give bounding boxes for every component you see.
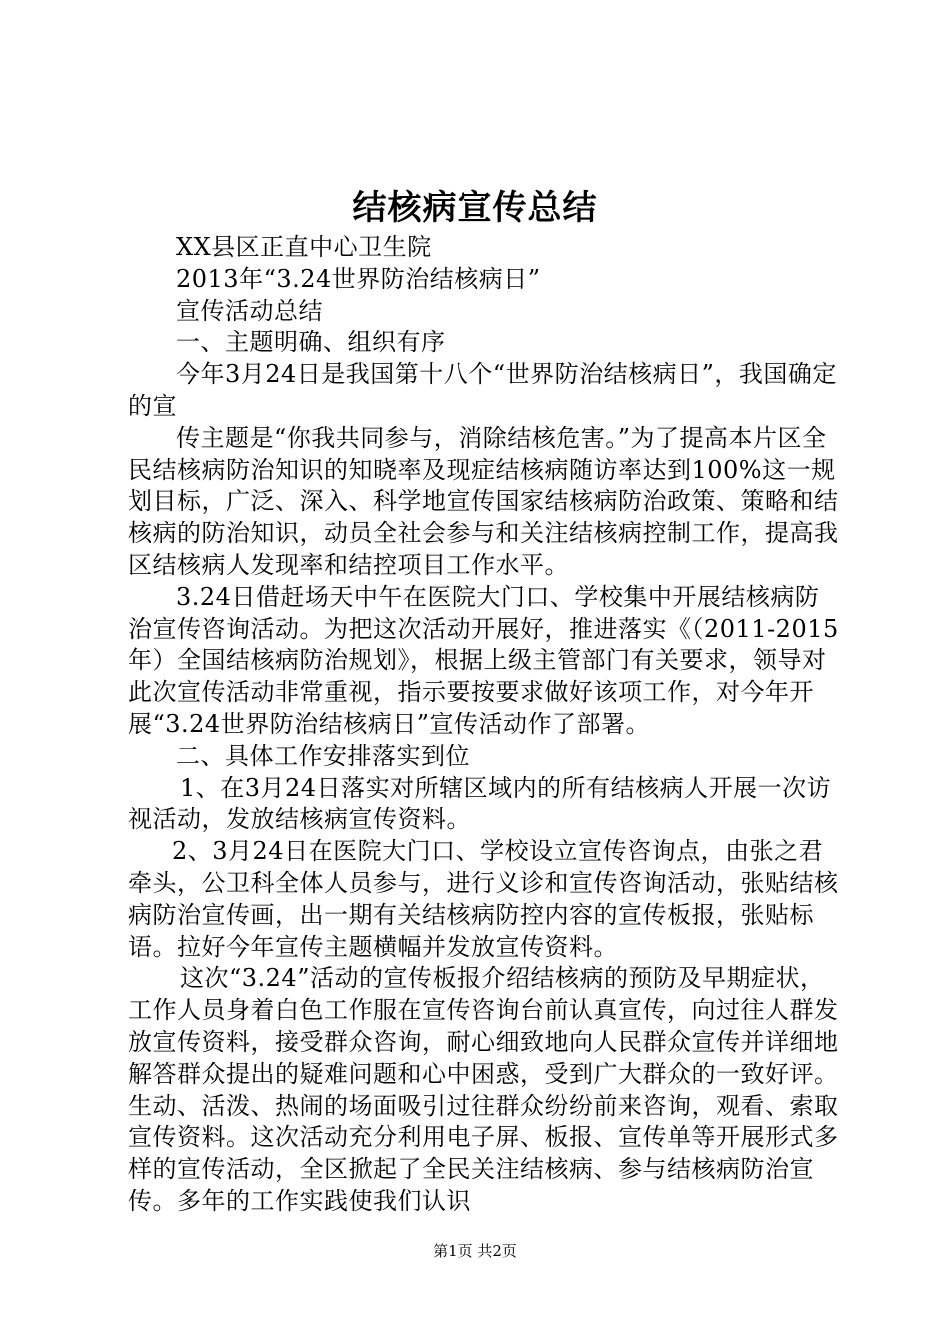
paragraph-6: 这次“3.24”活动的宣传板报介绍结核病的预防及早期症状，工作人员身着白色工作服在宣传咨询台前认真宣传，向过往人群发放宣传资料，接受群众咨询，耐心细致地向人民群众宣传并详细地解答群众提出的疑难问题和心中困惑，受到广大群众的一致好评。生动、活泼、热闹的场面吸引过往群众纷纷前来咨询，观看、索取宣传资料。这次活动充分利用电子屏、板报、宣传单等开展形式多样的宣传活动，全区掀起了全民关注结核病、参与结核病防治宣传。多年的工作实践使我们认识 [128, 964, 839, 1215]
paragraph-1: 今年3月24日是我国第十八个“世界防治结核病日”，我国确定的宣 [128, 360, 837, 420]
paragraph-2: 传主题是“你我共同参与，消除结核危害。”为了提高本片区全民结核病防治知识的知晓率及现症结核病随访率达到100%这一规划目标，广泛、深入、科学地宣传国家结核病防治政策、策略和结核病的防治知识，动员全社会参与和关注结核病控制工作，提高我区结核病人发现率和结控项目工作水平。 [128, 423, 839, 579]
document-body [128, 232, 840, 1218]
document-title: 结核病宣传总结 [352, 188, 598, 228]
paragraph-event: 2013年“3.24世界防治结核病日” [176, 264, 541, 293]
section-heading-2: 二、具体工作安排落实到位 [176, 741, 470, 770]
paragraph-org: XX县区正直中心卫生院 [176, 233, 432, 261]
paragraph-subtitle: 宣传活动总结 [176, 296, 323, 325]
page-footer: 第1页 共2页 [433, 1242, 517, 1260]
section-heading-1: 一、主题明确、组织有序 [176, 328, 446, 357]
paragraph-3: 3.24日借赶场天中午在医院大门口、学校集中开展结核病防治宣传咨询活动。为把这次活动开展好，推进落实《（2011-2015年）全国结核病防治规划》，根据上级主管部门有关要求，领导对此次宣传活动非常重视，指示要按要求做好该项工作，对今年开展“3.24世界防治结核病日”宣传活动作了部署。 [128, 582, 839, 738]
paragraph-4: 1、在3月24日落实对所辖区域内的所有结核病人开展一次访视活动，发放结核病宣传资料。 [128, 773, 832, 834]
paragraph-5: 2、3月24日在医院大门口、学校设立宣传咨询点，由张之君牵头，公卫科全体人员参与，进行义诊和宣传咨询活动，张贴结核病防治宣传画，出一期有关结核病防控内容的宣传板报，张贴标语。拉好今年宣传主题横幅并发放宣传资料。 [128, 837, 839, 961]
